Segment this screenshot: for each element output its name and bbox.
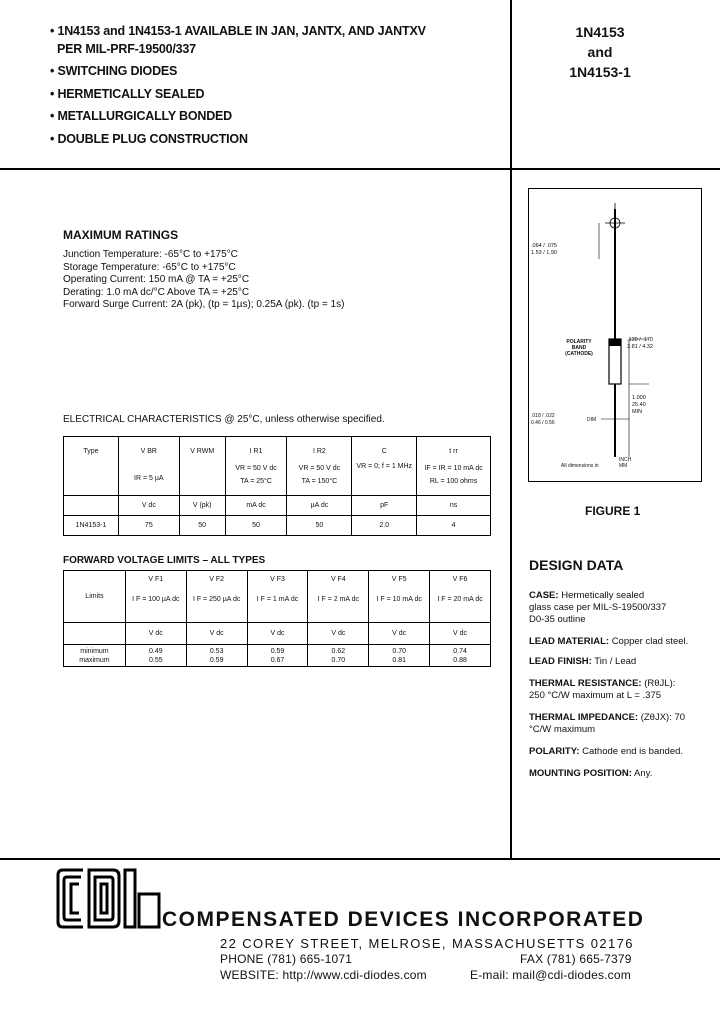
row-label-max: maximum [79, 656, 110, 664]
thermal-imp-label: THERMAL IMPEDANCE: [529, 712, 639, 723]
value-cell: 2.0 [352, 516, 417, 536]
header-ir2: I R2 [312, 448, 326, 455]
header-vf2: V F2 [209, 576, 225, 583]
cond-cell: I F = 1 mA dc [256, 596, 299, 603]
figure-caption: FIGURE 1 [585, 504, 641, 518]
unit-cell: V dc [118, 496, 179, 516]
header-vf1: V F1 [148, 576, 164, 583]
max-ratings-list [63, 249, 503, 312]
value-cell: 50 [225, 516, 287, 536]
thermal-res-text: 250 °C/W maximum at L = .375 [529, 690, 662, 701]
rating-line: Storage Temperature: -65°C to +175°C [63, 261, 236, 273]
address: 22 COREY STREET, MELROSE, MASSACHUSETTS 02176 [220, 936, 634, 951]
fax: FAX (781) 665-7379 [520, 952, 632, 966]
max-cell: 0.55 [149, 656, 163, 664]
header-vrwm: V RWM [190, 448, 215, 455]
footer-divider [0, 858, 720, 860]
cond-c: VR = 0; f = 1 MHz [356, 463, 413, 470]
thermal-res-symbol: (RθJL): [644, 678, 676, 689]
part-number-block [530, 22, 670, 82]
cond-vbr: IR = 5 µA [134, 475, 164, 482]
feature-item: • METALLURGICALLY BONDED [50, 109, 232, 123]
value-cell: 4 [417, 516, 491, 536]
part-number: 1N4153-1 [569, 64, 631, 80]
cond-cell: I F = 10 mA dc [376, 596, 422, 603]
part-number-and: and [587, 44, 613, 60]
header-trr: t rr [449, 448, 458, 455]
unit-cell: V dc [247, 623, 308, 645]
feature-item: • SWITCHING DIODES [50, 64, 178, 78]
cond-cell: I F = 100 µA dc [132, 596, 180, 603]
case-label: CASE: [529, 590, 559, 601]
unit-cell: pF [352, 496, 417, 516]
electrical-table [63, 436, 491, 536]
polarity-band-label: POLARITY BAND (CATHODE) [565, 339, 593, 357]
forward-title: FORWARD VOLTAGE LIMITS – ALL TYPES [63, 555, 266, 566]
unit-cell: µA dc [287, 496, 352, 516]
electrical-title: ELECTRICAL CHARACTERISTICS @ 25°C, unless otherwise specified. [63, 414, 385, 425]
lead-material-label: LEAD MATERIAL: [529, 636, 610, 647]
polarity-text: Cathode end is banded. [582, 746, 684, 757]
lead-material-text: Copper clad steel. [611, 636, 689, 647]
polarity-label: POLARITY: [529, 746, 580, 757]
feature-list [50, 20, 500, 150]
feature-item: PER MIL-PRF-19500/337 [57, 41, 196, 56]
thermal-res-label: THERMAL RESISTANCE: [529, 678, 642, 689]
header-vbr: V BR [140, 448, 157, 455]
email-link[interactable]: E-mail: mail@cdi-diodes.com [470, 968, 631, 982]
part-number: 1N4153 [575, 24, 625, 40]
min-cell: 0.62 [331, 647, 346, 655]
header-vf5: V F5 [391, 576, 407, 583]
rating-line: Junction Temperature: -65°C to +175°C [63, 249, 238, 260]
cond-cell: I F = 250 µA dc [192, 596, 241, 603]
unit-cell: V dc [186, 623, 247, 645]
rating-line: Derating: 1.0 mA dc/°C Above TA = +25°C [63, 286, 250, 298]
header-ir1: I R1 [249, 448, 263, 455]
body-length-label: .130 / .170 3.81 / 4.32 [627, 337, 653, 350]
unit-cell [64, 496, 119, 516]
cond-ir1: VR = 50 V dc TA = 25°C [235, 465, 277, 485]
unit-cell: ns [417, 496, 491, 516]
mounting-label: MOUNTING POSITION: [529, 768, 632, 779]
header-vf6: V F6 [452, 576, 468, 583]
min-cell: 0.53 [209, 647, 224, 655]
value-cell: 50 [287, 516, 352, 536]
max-cell: 0.88 [453, 656, 467, 664]
mounting-text: Any. [634, 768, 653, 779]
diode-outline-drawing [529, 189, 701, 481]
min-cell: 0.70 [392, 647, 406, 655]
case-text: glass case per MIL-S-19500/337 [529, 602, 667, 613]
cdi-logo [55, 864, 165, 934]
max-cell: 0.59 [209, 656, 224, 664]
forward-table [63, 570, 491, 667]
phone: PHONE (781) 665-1071 [220, 952, 353, 966]
dim-label: DIM [587, 417, 597, 423]
min-cell: 0.59 [270, 647, 285, 655]
lead-length-label: 1.000 25.40 MIN [632, 395, 646, 415]
unit-cell: V (pk) [179, 496, 225, 516]
unit-legend: INCH MM [619, 457, 632, 469]
value-cell: 1N4153-1 [64, 516, 119, 536]
lead-wire-label: .018 / .022 0.46 / 0.56 [531, 413, 555, 426]
design-data-list [529, 590, 715, 780]
feature-item: • 1N4153 and 1N4153-1 AVAILABLE IN JAN, JANTX, AND JANTXV [50, 24, 426, 38]
header-divider [0, 168, 720, 170]
lead-finish-label: LEAD FINISH: [529, 656, 592, 667]
unit-cell: mA dc [225, 496, 287, 516]
figure-box [528, 188, 702, 482]
lead-dia-label: .064 / .075 1.53 / 1.90 [531, 243, 557, 256]
cond-trr: IF = IR = 10 mA dc RL = 100 ohms [424, 465, 483, 485]
value-cell: 75 [118, 516, 179, 536]
feature-item: • HERMETICALLY SEALED [50, 86, 205, 101]
case-text: D0-35 outline [529, 614, 586, 625]
column-divider [510, 0, 512, 860]
design-data-title: DESIGN DATA [529, 557, 624, 573]
header-vf3: V F3 [270, 576, 285, 583]
case-text: Hermetically sealed [561, 590, 645, 601]
header-c: C [381, 448, 387, 455]
max-cell: 0.70 [331, 656, 346, 664]
unit-cell: V dc [430, 623, 491, 645]
min-cell: 0.74 [453, 647, 467, 655]
unit-cell: V dc [125, 623, 186, 645]
max-cell: 0.67 [270, 656, 285, 664]
website-link[interactable]: WEBSITE: http://www.cdi-diodes.com [220, 968, 427, 982]
header-type: Type [83, 448, 99, 455]
unit-cell: V dc [369, 623, 430, 645]
cond-cell: Limits [85, 593, 104, 600]
rating-line: Forward Surge Current: 2A (pk), (tp = 1µs); 0.25A (pk). (tp = 1s) [63, 299, 345, 311]
max-cell: 0.81 [392, 656, 406, 664]
header-vf4: V F4 [330, 576, 346, 583]
all-dims-label: All dimensions in [561, 463, 599, 469]
unit-cell [64, 623, 126, 645]
min-cell: 0.49 [149, 647, 163, 655]
row-label-min: minimum [80, 647, 109, 655]
rating-line: Operating Current: 150 mA @ TA = +25°C [63, 274, 250, 286]
thermal-imp-unit: °C/W maximum [529, 724, 596, 735]
cond-cell: I F = 20 mA dc [437, 596, 483, 603]
company-name: COMPENSATED DEVICES INCORPORATED [162, 908, 645, 931]
unit-cell: V dc [308, 623, 369, 645]
thermal-imp-value: 70 [674, 712, 686, 723]
value-cell: 50 [179, 516, 225, 536]
feature-item: • DOUBLE PLUG CONSTRUCTION [50, 131, 248, 146]
max-ratings-title: MAXIMUM RATINGS [63, 228, 179, 242]
cond-ir2: VR = 50 V dc TA = 150°C [298, 465, 341, 485]
thermal-imp-symbol: (ZθJX): [640, 712, 672, 723]
cond-cell: I F = 2 mA dc [317, 596, 360, 603]
lead-finish-text: Tin / Lead [594, 656, 637, 667]
